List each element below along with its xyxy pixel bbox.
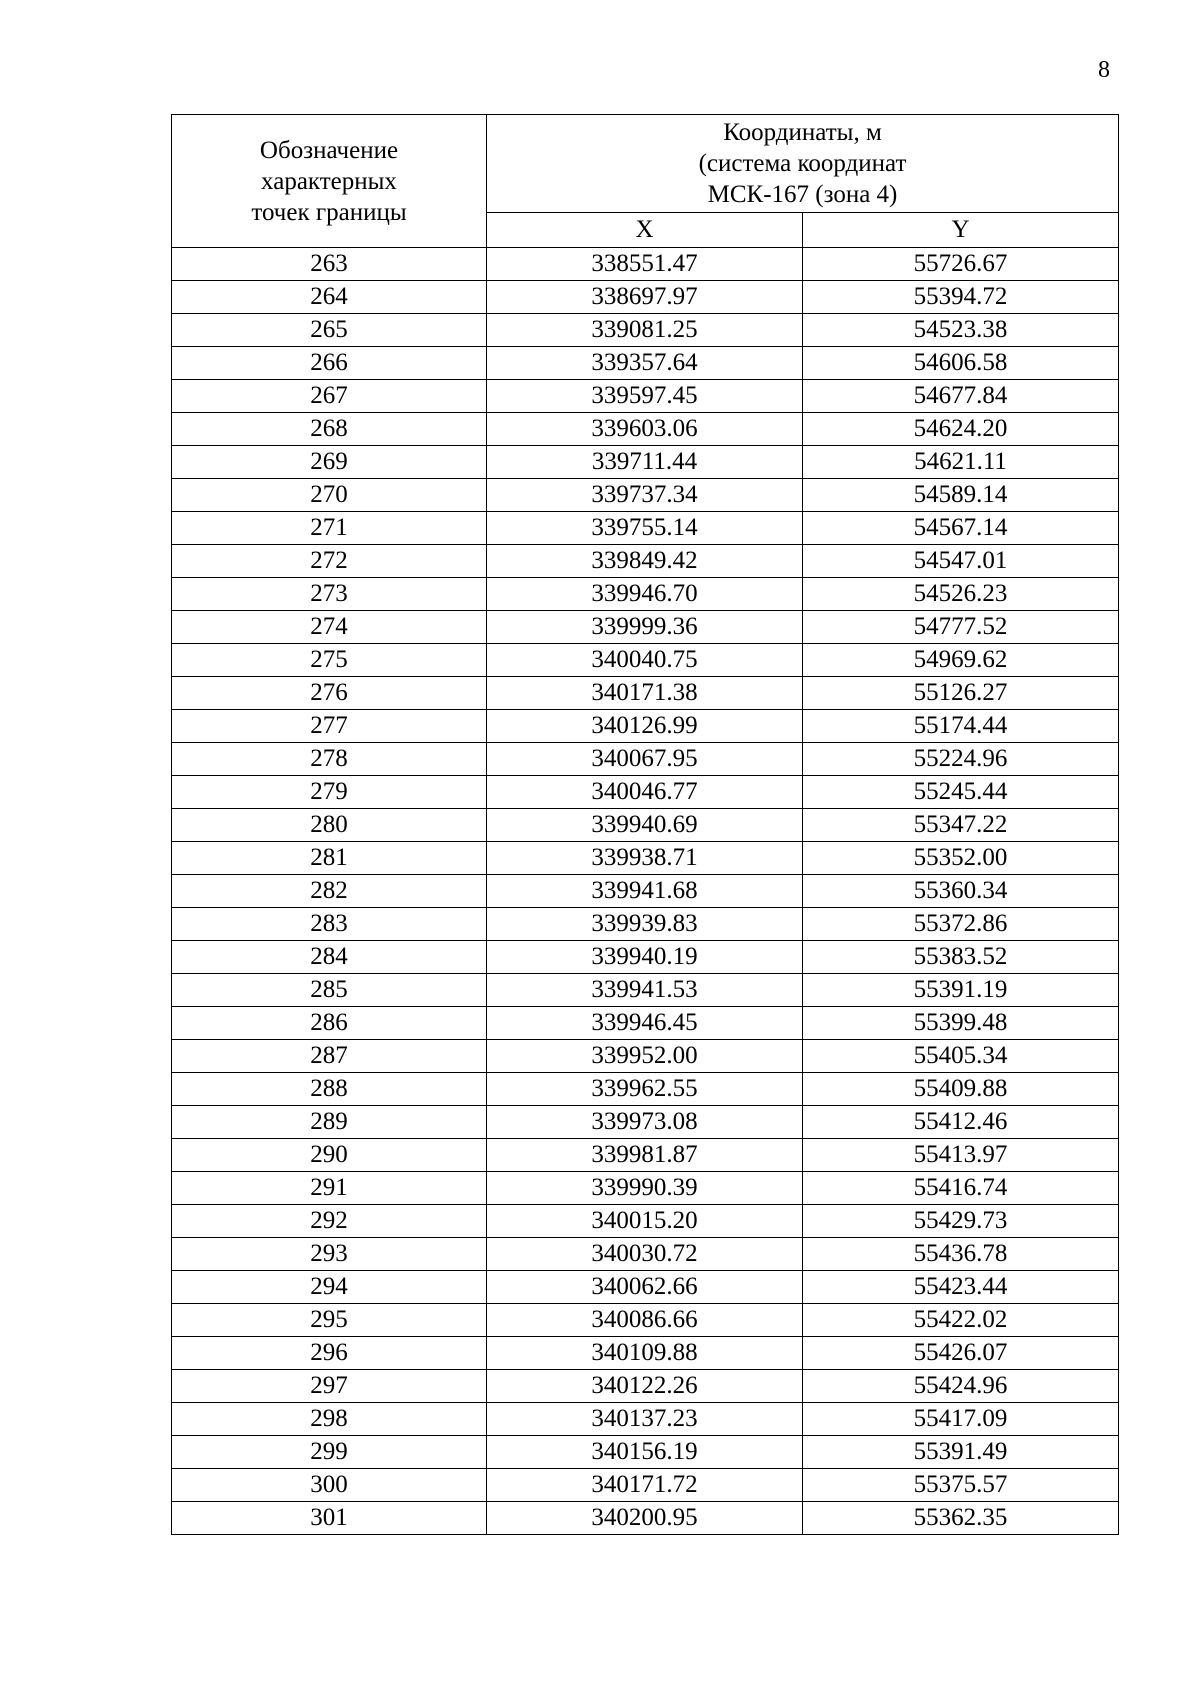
y-cell: 54677.84: [803, 380, 1119, 413]
point-cell: 269: [172, 446, 487, 479]
table-row: [172, 314, 1119, 347]
point-cell: 272: [172, 545, 487, 578]
x-cell: 340126.99: [487, 710, 803, 743]
x-cell: 340171.72: [487, 1469, 803, 1502]
table-row: [172, 1139, 1119, 1172]
x-cell: 339603.06: [487, 413, 803, 446]
point-cell: 288: [172, 1073, 487, 1106]
table-row: [172, 413, 1119, 446]
y-cell: 54777.52: [803, 611, 1119, 644]
point-cell: 265: [172, 314, 487, 347]
coordinates-table: [171, 114, 1119, 1535]
table-row: [172, 248, 1119, 281]
point-cell: 284: [172, 941, 487, 974]
table-row: [172, 1304, 1119, 1337]
x-cell: 340156.19: [487, 1436, 803, 1469]
point-header-line-3: точек границы: [251, 198, 407, 226]
table-body: [172, 248, 1119, 1535]
x-cell: 340200.95: [487, 1502, 803, 1535]
y-cell: 55424.96: [803, 1370, 1119, 1403]
table-row: [172, 1205, 1119, 1238]
y-cell: 55405.34: [803, 1040, 1119, 1073]
table-row: [172, 875, 1119, 908]
point-cell: 277: [172, 710, 487, 743]
x-cell: 339990.39: [487, 1172, 803, 1205]
table-row: [172, 1073, 1119, 1106]
point-cell: 266: [172, 347, 487, 380]
x-cell: 339755.14: [487, 512, 803, 545]
coords-header-line-2: (система координат: [698, 150, 907, 177]
x-cell: 340062.66: [487, 1271, 803, 1304]
point-cell: 273: [172, 578, 487, 611]
y-cell: 55362.35: [803, 1502, 1119, 1535]
table-row: [172, 1238, 1119, 1271]
point-cell: 280: [172, 809, 487, 842]
y-cell: 54624.20: [803, 413, 1119, 446]
table-row: [172, 545, 1119, 578]
point-cell: 297: [172, 1370, 487, 1403]
point-cell: 292: [172, 1205, 487, 1238]
x-cell: 339711.44: [487, 446, 803, 479]
x-cell: 339940.69: [487, 809, 803, 842]
point-cell: 300: [172, 1469, 487, 1502]
x-cell: 340067.95: [487, 743, 803, 776]
x-cell: 340122.26: [487, 1370, 803, 1403]
table-row: [172, 1403, 1119, 1436]
y-cell: 54526.23: [803, 578, 1119, 611]
x-cell: 339946.45: [487, 1007, 803, 1040]
x-cell: 339941.53: [487, 974, 803, 1007]
y-cell: 55422.02: [803, 1304, 1119, 1337]
page-number: 8: [1098, 57, 1110, 83]
table-row: [172, 710, 1119, 743]
table-row: [172, 677, 1119, 710]
point-cell: 281: [172, 842, 487, 875]
point-cell: 264: [172, 281, 487, 314]
table-row: [172, 743, 1119, 776]
y-cell: 55383.52: [803, 941, 1119, 974]
x-cell: 339939.83: [487, 908, 803, 941]
y-column-header: Y: [803, 213, 1119, 248]
table-row: [172, 347, 1119, 380]
point-cell: 287: [172, 1040, 487, 1073]
x-cell: 339597.45: [487, 380, 803, 413]
y-cell: 55726.67: [803, 248, 1119, 281]
point-cell: 285: [172, 974, 487, 1007]
table-row: [172, 1502, 1119, 1535]
x-cell: 338697.97: [487, 281, 803, 314]
table-row: [172, 809, 1119, 842]
table-row: [172, 446, 1119, 479]
point-cell: 267: [172, 380, 487, 413]
table-row: [172, 578, 1119, 611]
x-cell: 339952.00: [487, 1040, 803, 1073]
x-cell: 339962.55: [487, 1073, 803, 1106]
y-cell: 55409.88: [803, 1073, 1119, 1106]
y-cell: 55412.46: [803, 1106, 1119, 1139]
point-cell: 295: [172, 1304, 487, 1337]
point-cell: 278: [172, 743, 487, 776]
table-row: [172, 1370, 1119, 1403]
coords-header-line-1: Координаты, м: [723, 119, 882, 146]
y-cell: 55375.57: [803, 1469, 1119, 1502]
y-cell: 55436.78: [803, 1238, 1119, 1271]
x-cell: 340040.75: [487, 644, 803, 677]
table-row: [172, 1040, 1119, 1073]
coordinates-group-header: [487, 115, 1119, 213]
table-row: [172, 1469, 1119, 1502]
table-row: [172, 1271, 1119, 1304]
x-cell: 339737.34: [487, 479, 803, 512]
y-cell: 55360.34: [803, 875, 1119, 908]
coords-header-line-3: МСК-167 (зона 4): [707, 181, 898, 208]
y-cell: 55417.09: [803, 1403, 1119, 1436]
point-cell: 293: [172, 1238, 487, 1271]
x-cell: 339946.70: [487, 578, 803, 611]
x-cell: 340030.72: [487, 1238, 803, 1271]
y-cell: 55429.73: [803, 1205, 1119, 1238]
point-cell: 296: [172, 1337, 487, 1370]
y-cell: 55245.44: [803, 776, 1119, 809]
table-row: [172, 380, 1119, 413]
y-cell: 55352.00: [803, 842, 1119, 875]
point-cell: 275: [172, 644, 487, 677]
x-cell: 340171.38: [487, 677, 803, 710]
table-row: [172, 908, 1119, 941]
x-cell: 338551.47: [487, 248, 803, 281]
point-cell: 290: [172, 1139, 487, 1172]
table-row: [172, 479, 1119, 512]
y-cell: 54589.14: [803, 479, 1119, 512]
table-row: [172, 1106, 1119, 1139]
table-row: [172, 842, 1119, 875]
point-cell: 274: [172, 611, 487, 644]
y-cell: 55413.97: [803, 1139, 1119, 1172]
y-cell: 55347.22: [803, 809, 1119, 842]
x-cell: 340137.23: [487, 1403, 803, 1436]
point-cell: 263: [172, 248, 487, 281]
x-cell: 340086.66: [487, 1304, 803, 1337]
y-cell: 55126.27: [803, 677, 1119, 710]
point-cell: 276: [172, 677, 487, 710]
x-cell: 339081.25: [487, 314, 803, 347]
point-cell: 298: [172, 1403, 487, 1436]
point-column-header: [172, 115, 487, 248]
table-row: [172, 941, 1119, 974]
x-cell: 339973.08: [487, 1106, 803, 1139]
x-column-header: X: [487, 213, 803, 248]
table-row: [172, 512, 1119, 545]
point-cell: 301: [172, 1502, 487, 1535]
point-cell: 268: [172, 413, 487, 446]
y-cell: 55399.48: [803, 1007, 1119, 1040]
y-cell: 55416.74: [803, 1172, 1119, 1205]
x-cell: 340046.77: [487, 776, 803, 809]
point-cell: 299: [172, 1436, 487, 1469]
y-cell: 55426.07: [803, 1337, 1119, 1370]
y-cell: 54969.62: [803, 644, 1119, 677]
table-row: [172, 644, 1119, 677]
x-cell: 340109.88: [487, 1337, 803, 1370]
y-cell: 55372.86: [803, 908, 1119, 941]
point-cell: 283: [172, 908, 487, 941]
x-cell: 339941.68: [487, 875, 803, 908]
x-cell: 339981.87: [487, 1139, 803, 1172]
table-row: [172, 611, 1119, 644]
table-row: [172, 776, 1119, 809]
point-cell: 282: [172, 875, 487, 908]
y-cell: 55174.44: [803, 710, 1119, 743]
point-cell: 289: [172, 1106, 487, 1139]
y-cell: 54606.58: [803, 347, 1119, 380]
y-cell: 54547.01: [803, 545, 1119, 578]
x-cell: 339999.36: [487, 611, 803, 644]
y-cell: 55394.72: [803, 281, 1119, 314]
point-cell: 294: [172, 1271, 487, 1304]
point-cell: 291: [172, 1172, 487, 1205]
y-cell: 54523.38: [803, 314, 1119, 347]
point-cell: 286: [172, 1007, 487, 1040]
x-cell: 340015.20: [487, 1205, 803, 1238]
point-cell: 271: [172, 512, 487, 545]
table-row: [172, 1436, 1119, 1469]
y-cell: 55423.44: [803, 1271, 1119, 1304]
y-cell: 55391.49: [803, 1436, 1119, 1469]
table-row: [172, 281, 1119, 314]
x-cell: 339357.64: [487, 347, 803, 380]
y-cell: 54567.14: [803, 512, 1119, 545]
y-cell: 55224.96: [803, 743, 1119, 776]
x-cell: 339849.42: [487, 545, 803, 578]
table-row: [172, 974, 1119, 1007]
point-cell: 270: [172, 479, 487, 512]
table-row: [172, 1007, 1119, 1040]
point-header-line-1: Обозначение: [259, 136, 399, 164]
point-cell: 279: [172, 776, 487, 809]
x-cell: 339940.19: [487, 941, 803, 974]
table-row: [172, 1172, 1119, 1205]
table-row: [172, 1337, 1119, 1370]
y-cell: 55391.19: [803, 974, 1119, 1007]
x-cell: 339938.71: [487, 842, 803, 875]
y-cell: 54621.11: [803, 446, 1119, 479]
point-header-line-2: характерных: [261, 167, 397, 195]
